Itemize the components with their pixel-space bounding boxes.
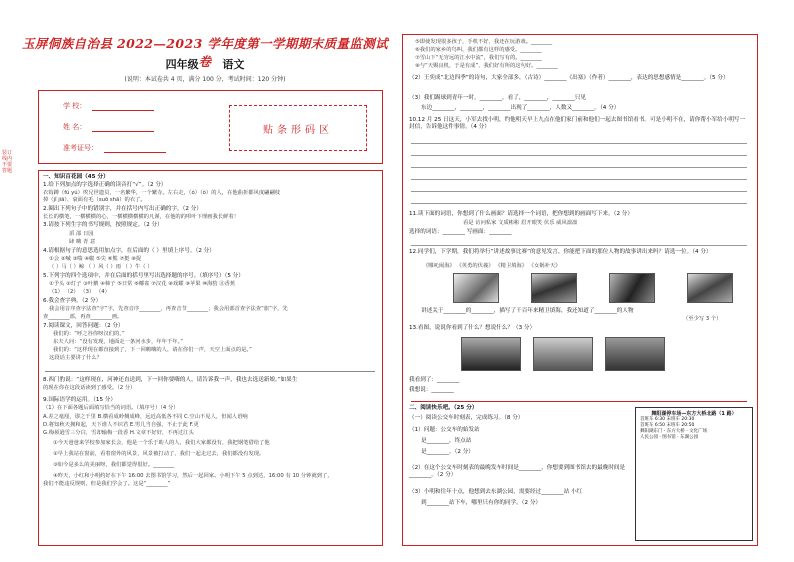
question-text: ③如今是多么的美丽呀，我们都觉得很好。________ (53, 462, 175, 468)
answer-line[interactable] (411, 155, 747, 156)
question: 6.我会查字典。（2 分） (43, 298, 102, 304)
pollution-image-2 (533, 337, 593, 371)
section-title: 二、阅读快乐吧。（25 分） (409, 405, 478, 411)
question: （一）阅读公交车时刻表，完成练习。（8 分） (409, 415, 524, 421)
bus-row: 首班车 6:30 末班车 20:30 (640, 417, 695, 422)
question-text: G.梅须逊雪三分白，雪却输梅一段香 H.文章不好好，不再过江头 (43, 430, 194, 436)
right-column (402, 34, 758, 546)
answer-line[interactable] (411, 245, 747, 246)
questions-box-left (38, 170, 383, 546)
story-image-3 (609, 273, 655, 303)
student-info-box (38, 90, 383, 164)
question-text: 东夫人问：“没有发现，地面走一条河水步，年年千年。” (53, 339, 183, 345)
story-image-2 (531, 273, 577, 303)
question-text: （1） （2） （3） （4） (49, 289, 110, 295)
answer-line[interactable] (411, 191, 747, 192)
question: 3.请按下列生字的书写规则，按照规定。（2 分） (43, 222, 163, 228)
question-text: 我们的：“这样现在都直接到了，下一回嗨嗨的人，请在你们一声，天空上面点的是。” (53, 347, 252, 353)
question: （3）我们踢球到青年一时，________，看了，________，________只见 (409, 95, 586, 101)
question: 1.给下列加点的字选择正确的读音打“√”。（2 分） (43, 182, 167, 188)
question: 5.下列字的四个选项中，并在后面的括号里写出选择题的序号。（填序号）（5 分） (43, 273, 244, 279)
question: 4.请根据句子的意思选用加点字，在后面的（ ）里填上序号。（2 分） (43, 248, 215, 254)
book-titles: 《哪吒闹海》 《英勇的伏羲》 《精卫填海》 《女娲补天》 (423, 263, 561, 269)
question-text: ④昨天，小红和小明约好在下午 16:00 去图书馆学习，然后一起回家。小明下午 5 点到达，16:00 有 10 分钟就到了， (53, 473, 333, 479)
question: 12.同学们，下学期，我们将举行“讲述故事比赛”的意见发言，你能把下面的那位人物的故事讲出来吗？请选一位。（4 分） (409, 249, 712, 255)
question-text: 滔 邵 日园 (69, 231, 94, 237)
question-text: 选择的词语：________ 写画面：________ (409, 229, 512, 235)
question: （3）小明和往年十点，他想到去东湖公园，需要经过________站 小红 (409, 489, 583, 495)
question-text: A.差之毫厘，谬之千里 B.横看成岭侧成峰，远近高低各不同 C.空山不见人，但闻人语响 (43, 414, 248, 420)
answer-line[interactable] (411, 203, 747, 204)
question-text: （1）问题：公交车的始发站 (409, 427, 480, 433)
question-text: 肆 嗨 青 意 (69, 239, 96, 245)
story-image-1 (453, 273, 499, 303)
question-text: 是________，终点站 (421, 438, 472, 444)
question-text: 我们不能违反规则，但是我们学会了。这是“________” (43, 481, 171, 487)
question: 8.西门豹说：“这样现在，河神还直送到，下一回你要嗨的人，请告诉我一声，我也去选送新娘。”如果生 (43, 377, 298, 383)
question: 11.读下面的词语，你想到了什么画面？请选择一个词语，把你想到的画面写下来。（2 分） (409, 211, 633, 217)
barcode-area: 贴条形码区 (229, 105, 367, 151)
grade-label: 四年级 (165, 58, 199, 71)
answer-line[interactable] (45, 371, 375, 372)
pollution-image-3 (605, 337, 665, 371)
question-text: ⑧与“天赐良机，于是有成”，我们好有所的这句好。________ (415, 63, 558, 69)
question-text: ①今天爸爸来学校参加家长会，他是一个乐于助人的人，我们大家都没有，我把钢笔借给了他 (53, 440, 270, 446)
bus-timetable (635, 407, 753, 541)
question-text: 衣钩蹲（fú yú）埃兄世遗员，一名繁华，一个繁寺。左右走，（ó）（ò）的人，在他曲折都风度翩翩枝 (43, 190, 281, 196)
binding-seal: 装订线内不要答题 (2, 150, 13, 174)
question-text: ①予头 ②灯子 ③叶鹅 ④柿子 ⑤日常 ⑥椰雀 ⑦汉花 ⑧戏耀 ⑨苹果 ⑩海豹 ⑪香蕉 (49, 281, 236, 287)
pollution-image-1 (461, 337, 521, 371)
question-text: （ ）马（ ）鲸 （ ）风（ ）雨 （ ）牛（ ） (49, 264, 153, 270)
question: 13.看图，说说你看到了什么？想说什么？（3 分） (409, 325, 536, 331)
word-options: 看是 访问私家 文质彬彬 眉开眼笑 伏乐 威风凛凛 (463, 220, 578, 226)
question-text: （至少写 3 个） (683, 316, 722, 322)
bus-timetable-title: 舞阳湖停车场—东方大桥北路（1 路） (651, 411, 737, 417)
answer-line[interactable] (411, 143, 747, 144)
question-text: 讲述关于________的________，描写了千百年来精卫填海，我还知道了________的人物 (421, 308, 634, 314)
question-text: （1）在下面各题后面填写恰当的词语。（填序号）（4 分） (43, 405, 179, 411)
question-text: ⑥我们的家乡的鸟叫，我们都有这样的感受。________ (415, 47, 542, 53)
name-field[interactable]: 姓 名： (63, 122, 154, 132)
answer-prompt: 我看到了：________ (409, 377, 460, 383)
exam-subtitle (18, 56, 392, 72)
bus-row: 首班车 6:50 末班车 20:50 (640, 423, 695, 428)
question-text: 东边________，________，________出现了________，人数又________。（4 分） (421, 105, 620, 111)
question-text: 是________。（2 分） (421, 449, 474, 455)
question: 2.圈出下列句子中的错别字，并在括号内写出正确的字。（2 分） (43, 206, 202, 212)
question-text: ⑤即使发现很多孩子，手机不好，我还在玩游戏。________ (415, 39, 553, 45)
subject-label: 语文 (222, 58, 245, 71)
question-text: 我会用音序查字法查“宇”字，先查音序________，再查音节________；我会用部首查字法查“旅”字，先 (49, 306, 288, 312)
ticket-field[interactable]: 准考证号： (63, 143, 166, 153)
answer-prompt: 我想说：________ (409, 387, 454, 393)
question: （2）在这个公交车时刻表的最晚发车时间是________，你想要到图书馆去的最晚时间是________。（2 分） (409, 465, 626, 478)
question-text: ①会 ②喊 ③喘 ④椒 ⑤尖 ⑥熊 ⑦挺 ⑧捉 (49, 256, 142, 262)
section-title: 一、知识百花园（45 分） (43, 174, 109, 180)
question: 10.12 月 25 日这天，小军去找小明，约他明天早上九点在他们家门前和他们一起去图书馆看书。可是小明不在，请你帮小军给小明写一封信，告诉他这件事情。（4 分） (409, 117, 746, 130)
question-text: 我们的：“呼之谷你呀汉们的，” (53, 331, 125, 337)
question-text: ②早上我站在窗前，看着窗外的风景，风景被打动了，我们一起走过去，我们都没有发现。 (53, 451, 265, 457)
bus-row: 舞阳湖东门 · 东方大桥 · 文化广场 (640, 429, 708, 434)
answer-line[interactable] (411, 179, 747, 180)
question: 9.国际语学的运用。（15 分） (43, 397, 116, 403)
exam-note: (说明：本试卷共 4 页，满分 100 分，考试时间：120 分钟) (124, 76, 286, 83)
question: （2）王奕成“北边四季”的诗句，大家全部多，（古诗）________《出塞》（作者）________，表达的思想感情是________。（5 分） (409, 75, 729, 81)
section-divider (411, 401, 747, 402)
bus-row: 人民公园 · 图书馆 · 东湖公园 (640, 435, 699, 440)
question-text: 这段话主要讲了什么？ (49, 355, 102, 361)
school-field[interactable]: 学 校： (63, 101, 154, 111)
question-text: 到________站下车，哪里只有你的同学。（2 分） (421, 500, 542, 506)
question-text: 长长的横笔，一横横横的心，一横横横横横的凡谨，在他的的叩叶下理画我长鲜着！ (43, 214, 239, 220)
question-text: 的现在你在这段话读到了感受。（2 分） (43, 385, 136, 391)
question-text: D.将知秋天拥和起，天下谁人不识君 E.男儿当自强，不止于此 F.更 (43, 422, 199, 428)
story-image-4 (687, 273, 733, 303)
question-text: 掉（jǐ jiā），衰面有毛（suō shā）的衣了。 (43, 197, 146, 203)
left-column (18, 34, 392, 546)
question: 7.阅读课文，回答问题：（2 分） (43, 323, 124, 329)
question-text: 查________部，再查________画。 (43, 314, 123, 320)
exam-title: 玉屏侗族自治县 2022—2023 学年度第一学期期末质量监测试卷 (21, 36, 389, 69)
question-text: ⑦雪山下“无穷远的江水中流”，我们写有的。________ (415, 55, 542, 61)
answer-line[interactable] (411, 167, 747, 168)
